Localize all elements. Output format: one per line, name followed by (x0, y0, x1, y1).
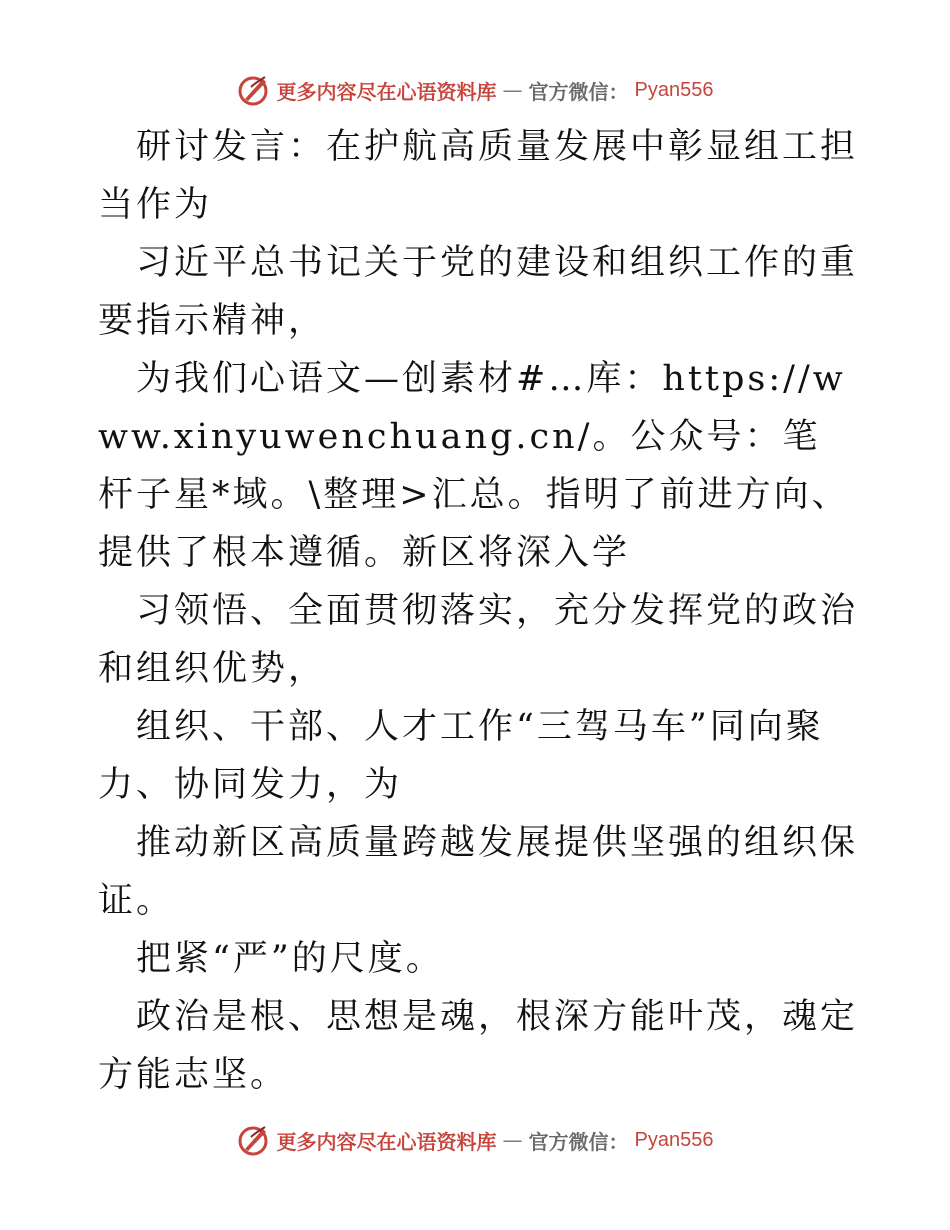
paragraph: 为我们心语文—创素材#…库：https://www.xinyuwenchuang.cn/。公众号：笔杆子星*域。\整理>汇总。指明了前进方向、提供了根本遵循。新区将深入学 (98, 359, 850, 573)
banner-site-text: 更多内容尽在心语资料库 (276, 79, 497, 104)
banner-wechat-label: 官方微信： (528, 79, 629, 104)
banner-wechat-label: 官方微信： (528, 1129, 629, 1154)
document-body (98, 118, 858, 1104)
quill-logo-icon (237, 1123, 271, 1157)
quill-logo-icon (237, 73, 271, 107)
paragraph: 习领悟、全面贯彻落实，充分发挥党的政治和组织优势， (98, 591, 859, 689)
footer-banner (0, 1120, 950, 1160)
paragraph: 习近平总书记关于党的建设和组织工作的重要指示精神， (98, 243, 859, 341)
banner-separator: — (502, 78, 523, 102)
header-banner (0, 70, 950, 110)
paragraph: 研讨发言：在护航高质量发展中彰显组工担当作为 (98, 127, 859, 225)
banner-separator: — (502, 1128, 523, 1152)
banner-site-text: 更多内容尽在心语资料库 (276, 1129, 497, 1154)
paragraph: 把紧“严”的尺度。 (136, 939, 444, 979)
paragraph: 组织、干部、人才工作“三驾马车”同向聚力、协同发力，为 (98, 707, 824, 805)
banner-wechat-id: Pyan556 (634, 1128, 714, 1151)
banner-wechat-id: Pyan556 (634, 78, 714, 101)
paragraph: 政治是根、思想是魂，根深方能叶茂，魂定方能志坚。 (98, 997, 859, 1095)
paragraph: 推动新区高质量跨越发展提供坚强的组织保证。 (98, 823, 859, 921)
